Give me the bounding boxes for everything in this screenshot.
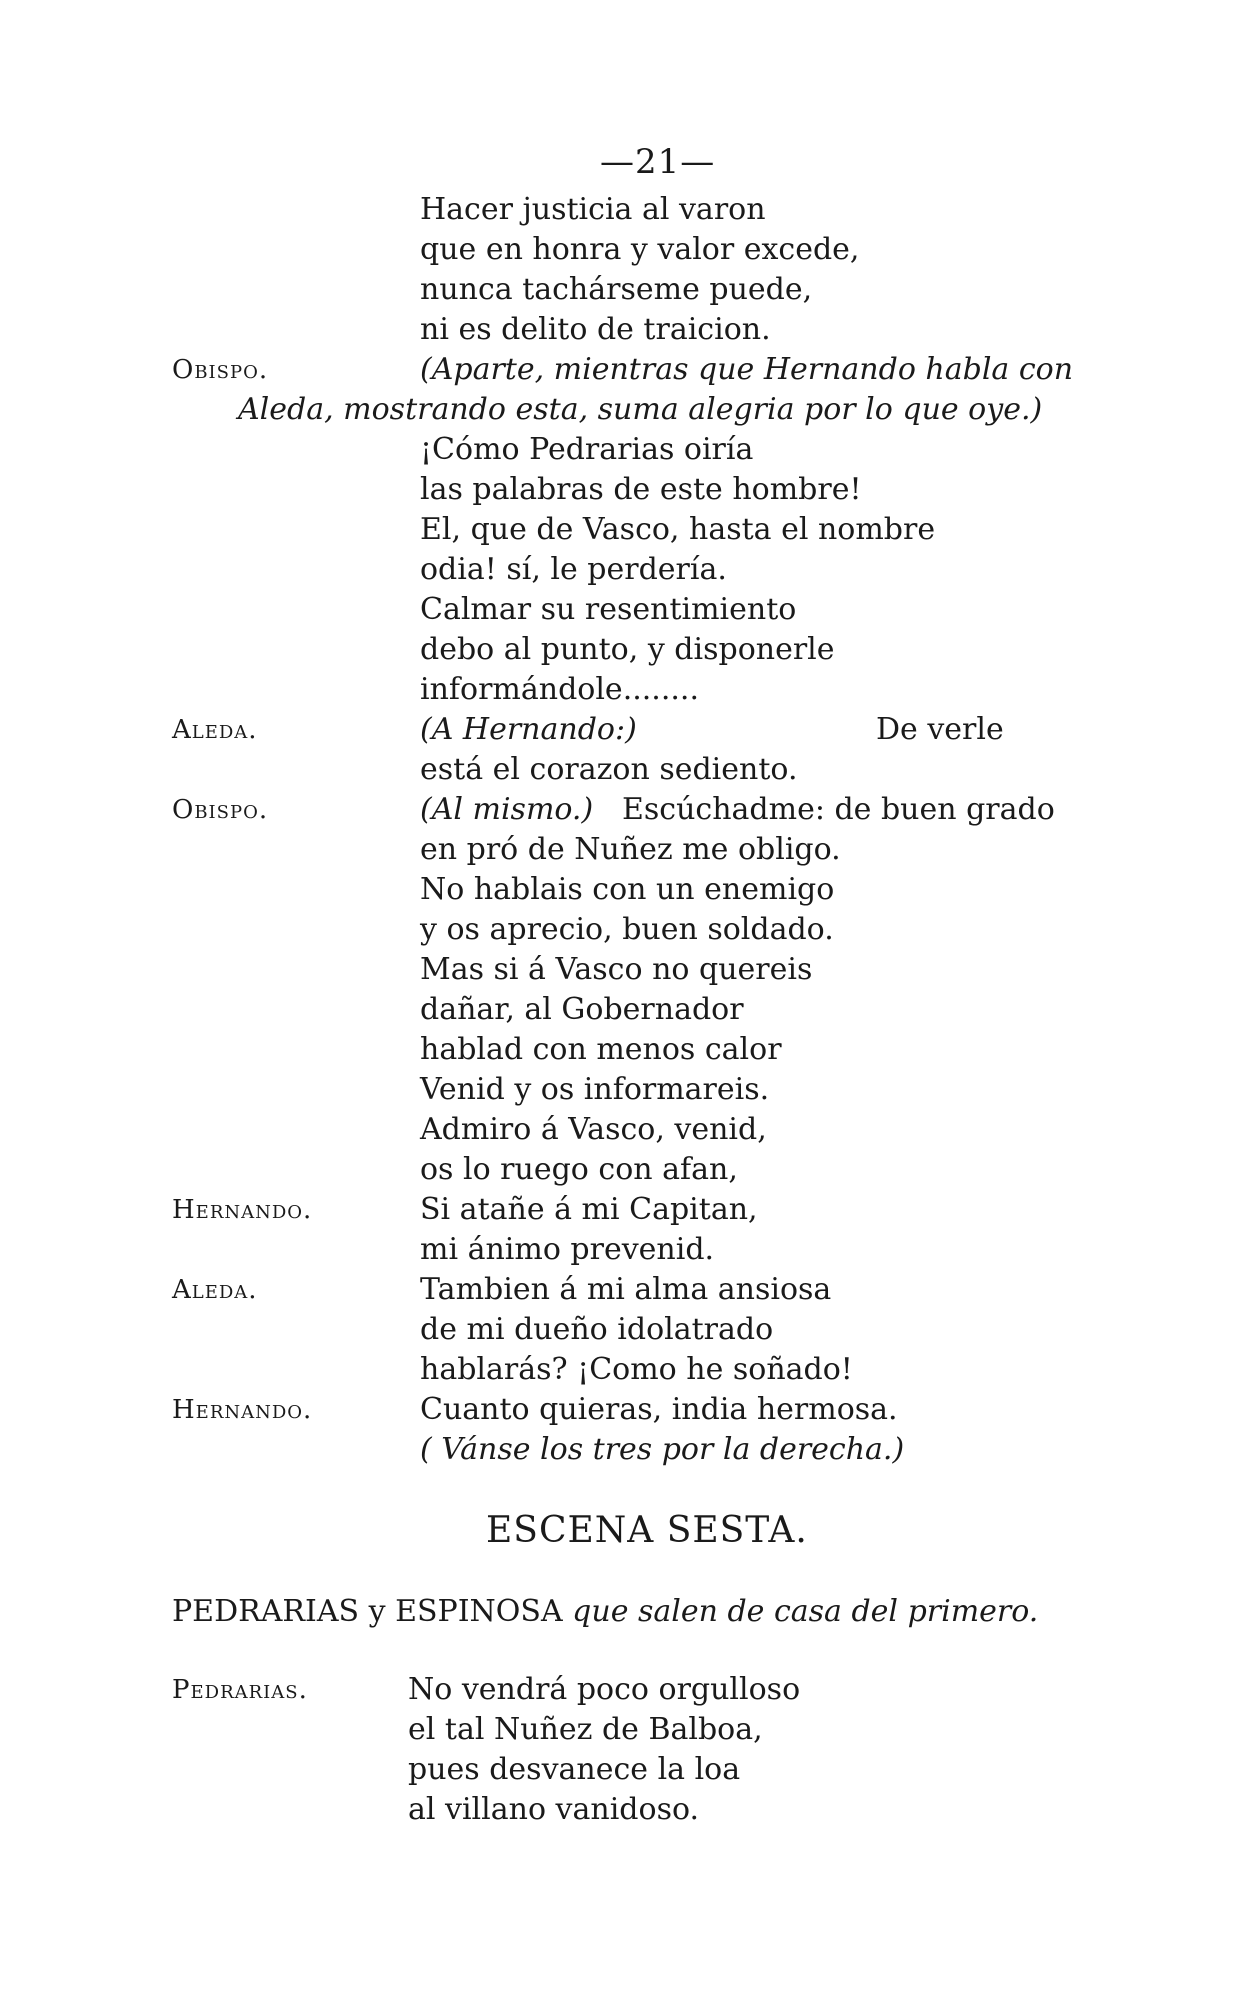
verse-line: Si atañe á mi Capitan, [420,1192,758,1227]
verse-line: hablarás? ¡Como he soñado! [420,1352,853,1387]
verse-line: que en honra y valor excede, [420,232,860,267]
verse-line: de mi dueño idolatrado [420,1312,774,1347]
cast-names: PEDRARIAS y ESPINOSA [172,1594,563,1629]
speaker-aleda: Aleda. [172,715,258,745]
verse-line: os lo ruego con afan, [420,1152,738,1187]
stage-direction: (Al mismo.) [420,792,594,827]
stage-direction: (A Hernando:) [420,712,637,747]
verse-line: y os aprecio, buen soldado. [420,912,834,947]
stage-direction: Aleda, mostrando esta, suma alegria por lo que oye.) [238,392,1043,427]
verse-line: informándole........ [420,672,699,707]
verse-line: hablad con menos calor [420,1032,782,1067]
stage-direction: ( Vánse los tres por la derecha.) [420,1432,905,1467]
verse-line: Admiro á Vasco, venid, [420,1112,767,1147]
verse-line: debo al punto, y disponerle [420,632,835,667]
verse-line: Tambien á mi alma ansiosa [420,1272,832,1307]
verse-line: Mas si á Vasco no quereis [420,952,813,987]
verse-line: No hablais con un enemigo [420,872,835,907]
verse-line: pues desvanece la loa [408,1752,741,1787]
verse-line: Escúchadme: de buen grado [622,792,1055,827]
verse-line: El, que de Vasco, hasta el nombre [420,512,936,547]
stage-direction: (Aparte, mientras que Hernando habla con [420,352,1074,387]
scene-cast [172,1594,1038,1629]
verse-line: Venid y os informareis. [420,1072,770,1107]
verse-line: mi ánimo prevenid. [420,1232,715,1267]
verse-line: ¡Cómo Pedrarias oiría [420,432,754,467]
speaker-pedrarias: Pedrarias. [172,1675,308,1705]
page-number: —21— [600,142,716,182]
speaker-aleda: Aleda. [172,1275,258,1305]
speaker-hernando: Hernando. [172,1195,313,1225]
scene-heading: ESCENA SESTA. [486,1510,808,1551]
verse-line: está el corazon sediento. [420,752,798,787]
verse-line: el tal Nuñez de Balboa, [408,1712,763,1747]
verse-line: nunca tachárseme puede, [420,272,813,307]
verse-line: dañar, al Gobernador [420,992,744,1027]
verse-line: Hacer justicia al varon [420,192,766,227]
verse-line: en pró de Nuñez me obligo. [420,832,841,867]
speaker-obispo: Obispo. [172,355,269,385]
verse-line: De verle [876,712,1004,747]
verse-line: ni es delito de traicion. [420,312,771,347]
verse-line: No vendrá poco orgulloso [408,1672,801,1707]
verse-line: las palabras de este hombre! [420,472,862,507]
cast-note: que salen de casa del primero. [572,1594,1039,1629]
verse-line: Calmar su resentimiento [420,592,797,627]
verse-line: Cuanto quieras, india hermosa. [420,1392,898,1427]
speaker-obispo: Obispo. [172,795,269,825]
speaker-hernando: Hernando. [172,1395,313,1425]
verse-line: al villano vanidoso. [408,1792,700,1827]
verse-line: odia! sí, le perdería. [420,552,727,587]
